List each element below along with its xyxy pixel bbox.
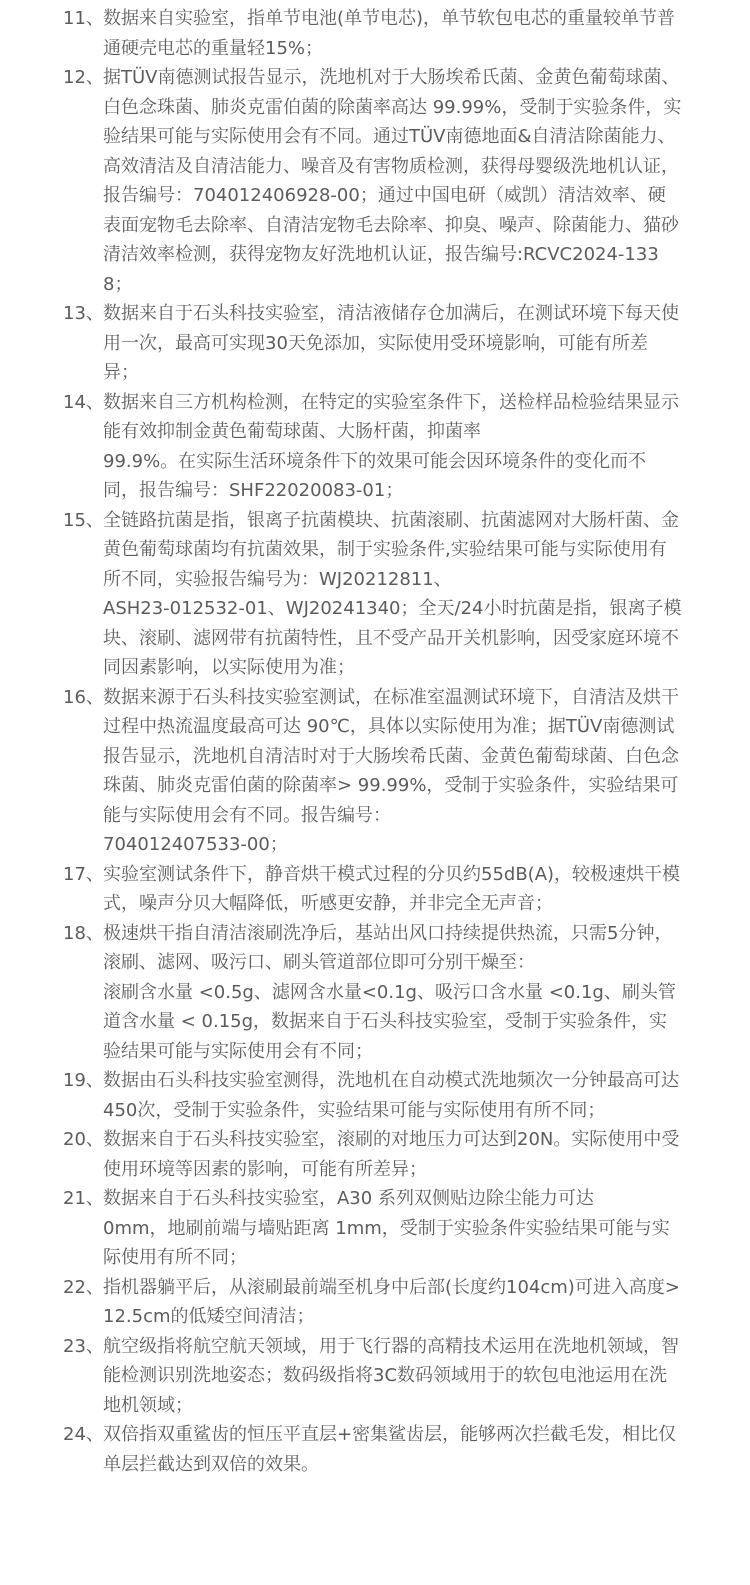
footnote-number: 20、 <box>63 1129 104 1150</box>
footnote-number: 19、 <box>63 1070 104 1091</box>
footnote-number: 21、 <box>63 1188 104 1209</box>
footnote-number: 23、 <box>63 1335 104 1357</box>
footnote-text: 实验室测试条件下，静音烘干模式过程的分贝约55dB(A)，较极速烘干模式，噪声分贝大幅降低，听感更安静，并非完全无声音； <box>103 863 681 914</box>
footnote-number: 12、 <box>63 67 104 88</box>
footnote-text: 数据由石头科技实验室测得，洗地机在自动模式洗地频次一分钟最高可达450次，受制于实验条件，实验结果可能与实际使用有所不同； <box>103 1070 679 1121</box>
footnote-text: 数据来源于石头科技实验室测试，在标准室温测试环境下，自清洁及烘干过程中热流温度最高可达 90℃，具体以实际使用为准；据TÜV南德测试报告显示，洗地机自清洁时对于大肠埃希氏菌、金黄色葡萄球菌、白色念珠菌、肺炎克雷伯菌的除菌率> 99.99%，受制于实验条件，实验结果可能与实际使用会有不同。报告编号： 704012407533-00； <box>103 686 679 855</box>
footnote-item <box>63 4 682 63</box>
footnote-item <box>63 388 682 506</box>
footnote-number: 11、 <box>63 8 104 29</box>
footnote-number: 22、 <box>63 1276 104 1298</box>
footnote-item <box>63 63 682 299</box>
footnote-number: 15、 <box>63 509 104 531</box>
footnote-number: 14、 <box>63 391 104 413</box>
footnote-number: 18、 <box>63 922 104 944</box>
footnote-text: 全链路抗菌是指，银离子抗菌模块、抗菌滚刷、抗菌滤网对大肠杆菌、金黄色葡萄球菌均有抗菌效果，制于实验条件,实验结果可能与实际使用有所不同，实验报告编号为：WJ20212811、 ASH23-012532-01、WJ20241340；全天/24小时抗菌是指，银离子模块、滚刷、滤网带有抗菌特性，且不受产品开关机影响，因受家庭环境不同因素影响，以实际使用为准； <box>103 509 682 678</box>
footnote-number: 13、 <box>63 303 104 324</box>
footnote-item <box>63 299 682 388</box>
footnote-number: 16、 <box>63 686 104 708</box>
footnote-text: 航空级指将航空航天领域，用于飞行器的高精技术运用在洗地机领域，智能检测识别洗地姿态；数码级指将3C数码领域用于的软包电池运用在洗地机领域； <box>103 1335 679 1416</box>
footnote-text: 数据来自三方机构检测，在特定的实验室条件下，送检样品检验结果显示能有效抑制金黄色葡萄球菌、大肠杆菌，抑菌率 99.9%。在实际生活环境条件下的效果可能会因环境条件的变化而不同，报告编号：SHF22020083-01； <box>103 391 679 501</box>
footnote-item <box>63 860 682 919</box>
footnote-text: 据TÜV南德测试报告显示，洗地机对于大肠埃希氏菌、金黄色葡萄球菌、白色念珠菌、肺炎克雷伯菌的除菌率高达 99.99%，受制于实验条件，实验结果可能与实际使用会有不同。通过TÜV南德地面&自清洁除菌能力、高效清洁及自清洁能力、噪音及有害物质检测，获得母婴级洗地机认证，报告编号：704012406928-00；通过中国电研（威凯）清洁效率、硬表面宠物毛去除率、自清洁宠物毛去除率、抑臭、噪声、除菌能力、猫砂清洁效率检测，获得宠物友好洗地机认证，报告编号:RCVC2024-1338； <box>103 67 682 295</box>
footnote-text: 双倍指双重鲨齿的恒压平直层+密集鲨齿层，能够两次拦截毛发，相比仅单层拦截达到双倍的效果。 <box>103 1424 677 1475</box>
footnote-text: 数据来自实验室，指单节电池(单节电芯)，单节软包电芯的重量较单节普通硬壳电芯的重量轻15%； <box>103 8 676 59</box>
footnote-item <box>63 1420 682 1479</box>
footnote-item <box>63 1125 682 1184</box>
footnote-text: 数据来自于石头科技实验室，清洁液储存仓加满后，在测试环境下每天使用一次，最高可实现30天免添加，实际使用受环境影响，可能有所差异； <box>103 303 679 383</box>
footnote-item <box>63 683 682 860</box>
footnote-item <box>63 919 682 1067</box>
footnote-item <box>63 1184 682 1273</box>
footnote-number: 24、 <box>63 1424 104 1445</box>
footnote-text: 指机器躺平后，从滚刷最前端至机身中后部(长度约104cm)可进入高度>12.5cm的低矮空间清洁； <box>103 1276 680 1327</box>
footnote-text: 数据来自于石头科技实验室，A30 系列双侧贴边除尘能力可达 0mm，地刷前端与墙贴距离 1mm，受制于实验条件实验结果可能与实际使用有所不同； <box>103 1188 670 1268</box>
footnote-item <box>63 1066 682 1125</box>
footnote-item <box>63 1332 682 1421</box>
footnote-text: 极速烘干指自清洁滚刷洗净后，基站出风口持续提供热流，只需5分钟，滚刷、滤网、吸污口、刷头管道部位即可分别干燥至： 滚刷含水量 <0.5g、滤网含水量<0.1g、吸污口含水量 <0.1g、刷头管道含水量 < 0.15g，数据来自于石头科技实验室，受制于实验条件，实验结果可能与实际使用会有不同； <box>103 922 676 1062</box>
footnote-item <box>63 506 682 683</box>
footnote-text: 数据来自于石头科技实验室，滚刷的对地压力可达到20N。实际使用中受使用环境等因素的影响，可能有所差异； <box>103 1129 680 1180</box>
footnote-number: 17、 <box>63 863 104 885</box>
footnote-item <box>63 1273 682 1332</box>
